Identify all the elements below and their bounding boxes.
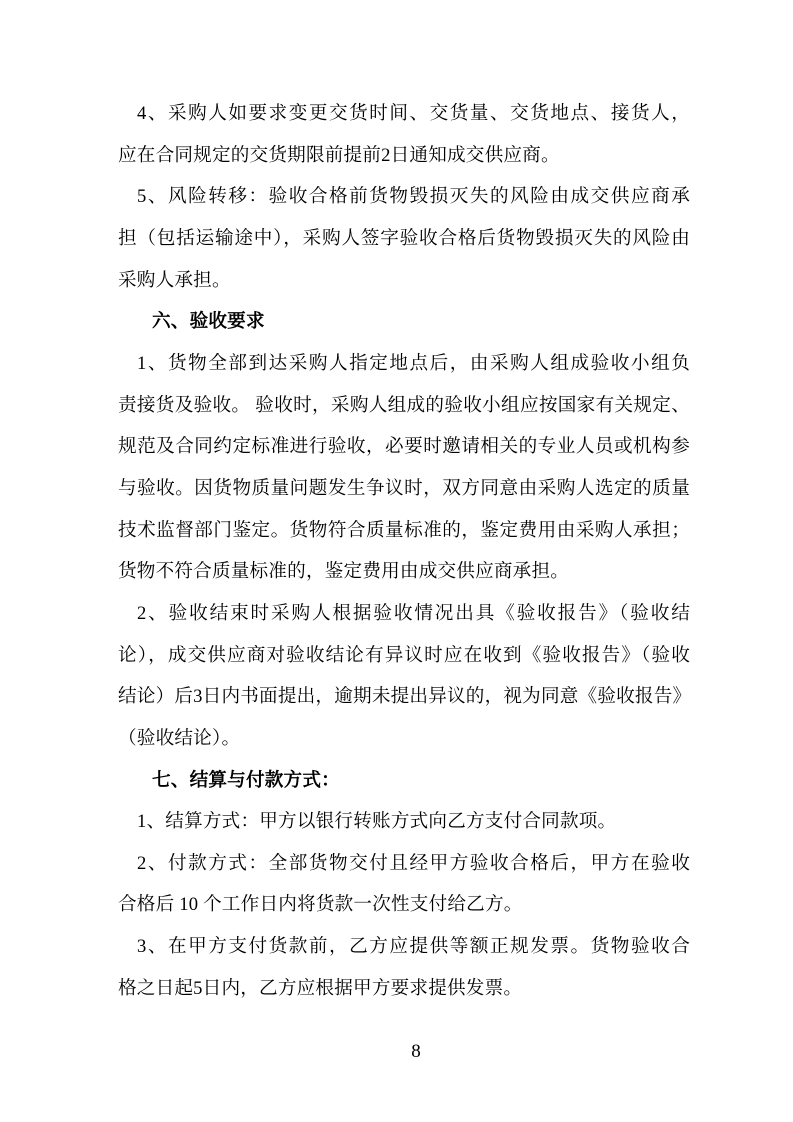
clause-4-line-2: 应在合同规定的交货期限前提前2日通知成交供应商。 [118,144,560,166]
clause-7-3-line-2: 格之日起5日内，乙方应根据甲方要求提供发票。 [118,977,523,999]
clause-6-2-line-2: 论），成交供应商对验收结论有异议时应在收到《验收报告》（验收 [118,644,690,666]
clause-6-1-line-1: 1、货物全部到达采购人指定地点后，由采购人组成验收小组负 [137,352,690,374]
clause-6-1-line-4: 与验收。因货物质量问题发生争议时，双方同意由采购人选定的质量 [118,477,690,499]
clause-6-1-line-2: 责接货及验收。 验收时，采购人组成的验收小组应按国家有关规定、 [118,394,690,416]
clause-6-2-line-4: （验收结论）。 [118,727,241,749]
clause-6-2-line-1: 2、验收结束时采购人根据验收情况出具《验收报告》（验收结 [137,602,690,624]
clause-6-2-line-3: 结论）后3日内书面提出，逾期未提出异议的，视为同意《验收报告》 [118,686,692,708]
heading-section-6: 六、验收要求 [152,311,265,333]
clause-6-1-line-5: 技术监督部门鉴定。货物符合质量标准的，鉴定费用由采购人承担； [118,519,690,541]
contract-body [118,93,690,1009]
clause-5-line-2: 担（包括运输途中），采购人签字验收合格后货物毁损灭失的风险由 [118,227,690,249]
clause-7-3-line-1: 3、在甲方支付货款前，乙方应提供等额正规发票。货物验收合 [137,936,690,958]
clause-7-2-line-2: 合格后 10 个工作日内将货款一次性支付给乙方。 [118,894,523,916]
clause-5-line-1: 5、风险转移：验收合格前货物毁损灭失的风险由成交供应商承 [137,186,690,208]
clause-4-line-1: 4、采购人如要求变更交货时间、交货量、交货地点、接货人， [137,103,690,124]
heading-section-7: 七、结算与付款方式： [152,769,340,791]
clause-6-1-line-6: 货物不符合质量标准的，鉴定费用由成交供应商承担。 [118,561,570,583]
clause-7-1-line-1: 1、结算方式：甲方以银行转账方式向乙方支付合同款项。 [137,811,617,833]
clause-6-1-line-3: 规范及合同约定标准进行验收，必要时邀请相关的专业人员或机构参 [118,436,690,458]
page-number: 8 [411,1041,421,1062]
clause-5-line-3: 采购人承担。 [118,269,231,291]
clause-7-2-line-1: 2、付款方式：全部货物交付且经甲方验收合格后，甲方在验收 [137,852,690,874]
